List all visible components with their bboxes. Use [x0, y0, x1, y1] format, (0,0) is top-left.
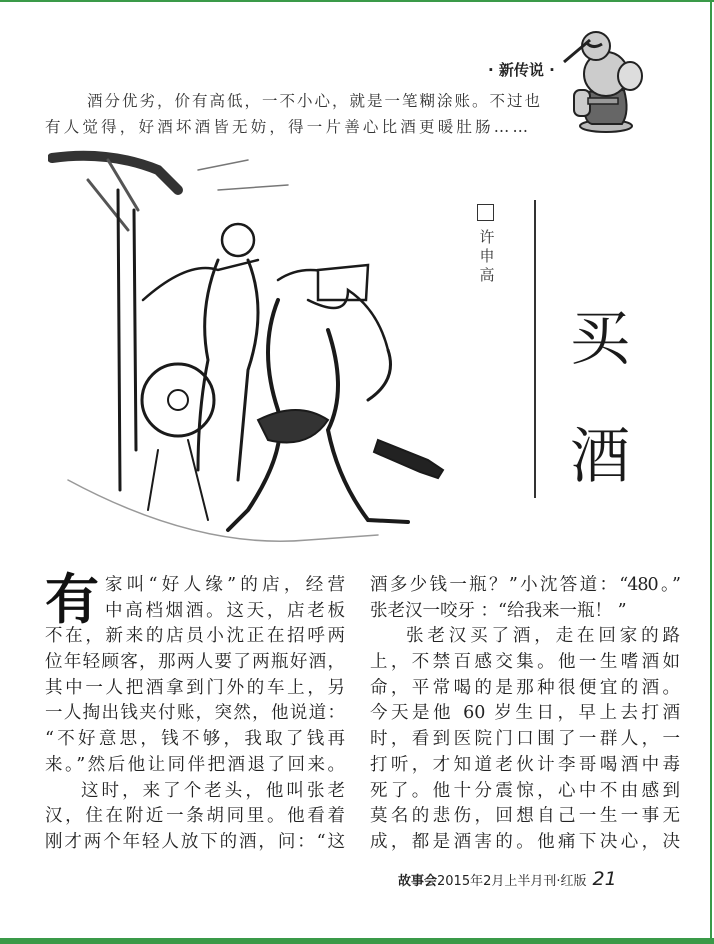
- title-char: 买: [570, 304, 630, 374]
- body-line: 汉，住在附近一条胡同里。他看着: [45, 806, 345, 827]
- body-line: 张老汉买了酒，走在回家的路: [406, 626, 680, 647]
- body-line: 成，都是酒害的。他痛下决心，决: [370, 831, 680, 852]
- body-line: 酒多少钱一瓶？”小沈答道：“480。”: [370, 575, 680, 595]
- body-line: 其中一人把酒拿到门外的车上，另: [45, 677, 345, 698]
- column-tag: · 新传说 ·: [488, 61, 555, 79]
- magazine-name: 故事会: [398, 874, 438, 889]
- body-line: 死了。他十分震惊，心中不由感到: [370, 780, 680, 801]
- article-intro: [45, 88, 540, 140]
- body-line: 位年轻顾客，那两人要了两瓶好酒，: [45, 652, 345, 673]
- body-line: 上，不禁百感交集。他一生嗜酒如: [370, 652, 680, 673]
- article-author: 许申高: [479, 228, 495, 284]
- body-line: 莫名的悲伤，回想自己一生一事无: [370, 806, 680, 827]
- intro-line: 酒分优劣，价有高低，一不小心，就是一笔糊涂账。不过也: [87, 92, 540, 110]
- body-line: 中高档烟酒。这天，店老板: [105, 600, 345, 621]
- body-column-left: [45, 567, 345, 856]
- issue-info: 2015年2月上半月刊·红版: [437, 874, 587, 889]
- body-line: 打听，才知道老伙计李哥喝酒中毒: [370, 754, 680, 775]
- page-frame-right: [710, 0, 712, 944]
- body-line: 来。”然后他让同伴把酒退了回来。: [45, 754, 345, 775]
- body-line: 这时，来了个老头，他叫张老: [81, 780, 345, 801]
- intro-line: 有人觉得，好酒坏酒皆无妨，得一片善心比酒更暖肚肠……: [45, 118, 532, 136]
- body-line: 时，看到医院门口围了一群人，一: [370, 729, 680, 750]
- title-char: 酒: [570, 422, 630, 492]
- page-footer: [398, 868, 617, 890]
- page-number: 21: [592, 868, 617, 890]
- page-frame-bottom: [0, 938, 714, 944]
- article-title: [560, 280, 640, 516]
- drop-cap: 有: [45, 567, 99, 631]
- mascot-illustration-icon: [562, 12, 646, 134]
- body-line: 不在，新来的店员小沈正在招呼两: [45, 626, 345, 647]
- body-line: 刚才两个年轻人放下的酒，问：“这: [45, 831, 345, 852]
- page-frame-top: [0, 0, 714, 2]
- body-line: 家叫“好人缘”的店，经营: [105, 575, 345, 595]
- title-divider: [534, 200, 536, 498]
- body-line: “不好意思，钱不够，我取了钱再: [45, 729, 345, 750]
- body-column-right: [370, 573, 680, 856]
- body-line: 张老汉一咬牙 ：“给我来一瓶！ ”: [370, 600, 627, 621]
- article-illustration: [48, 150, 468, 560]
- author-marker-box: [477, 204, 494, 221]
- body-line: 命，平常喝的是那种很便宜的酒。: [370, 677, 680, 698]
- body-line: 一人掏出钱夹付账，突然，他说道：: [45, 703, 345, 724]
- body-line: 今天是他 60 岁生日，早上去打酒: [370, 703, 680, 724]
